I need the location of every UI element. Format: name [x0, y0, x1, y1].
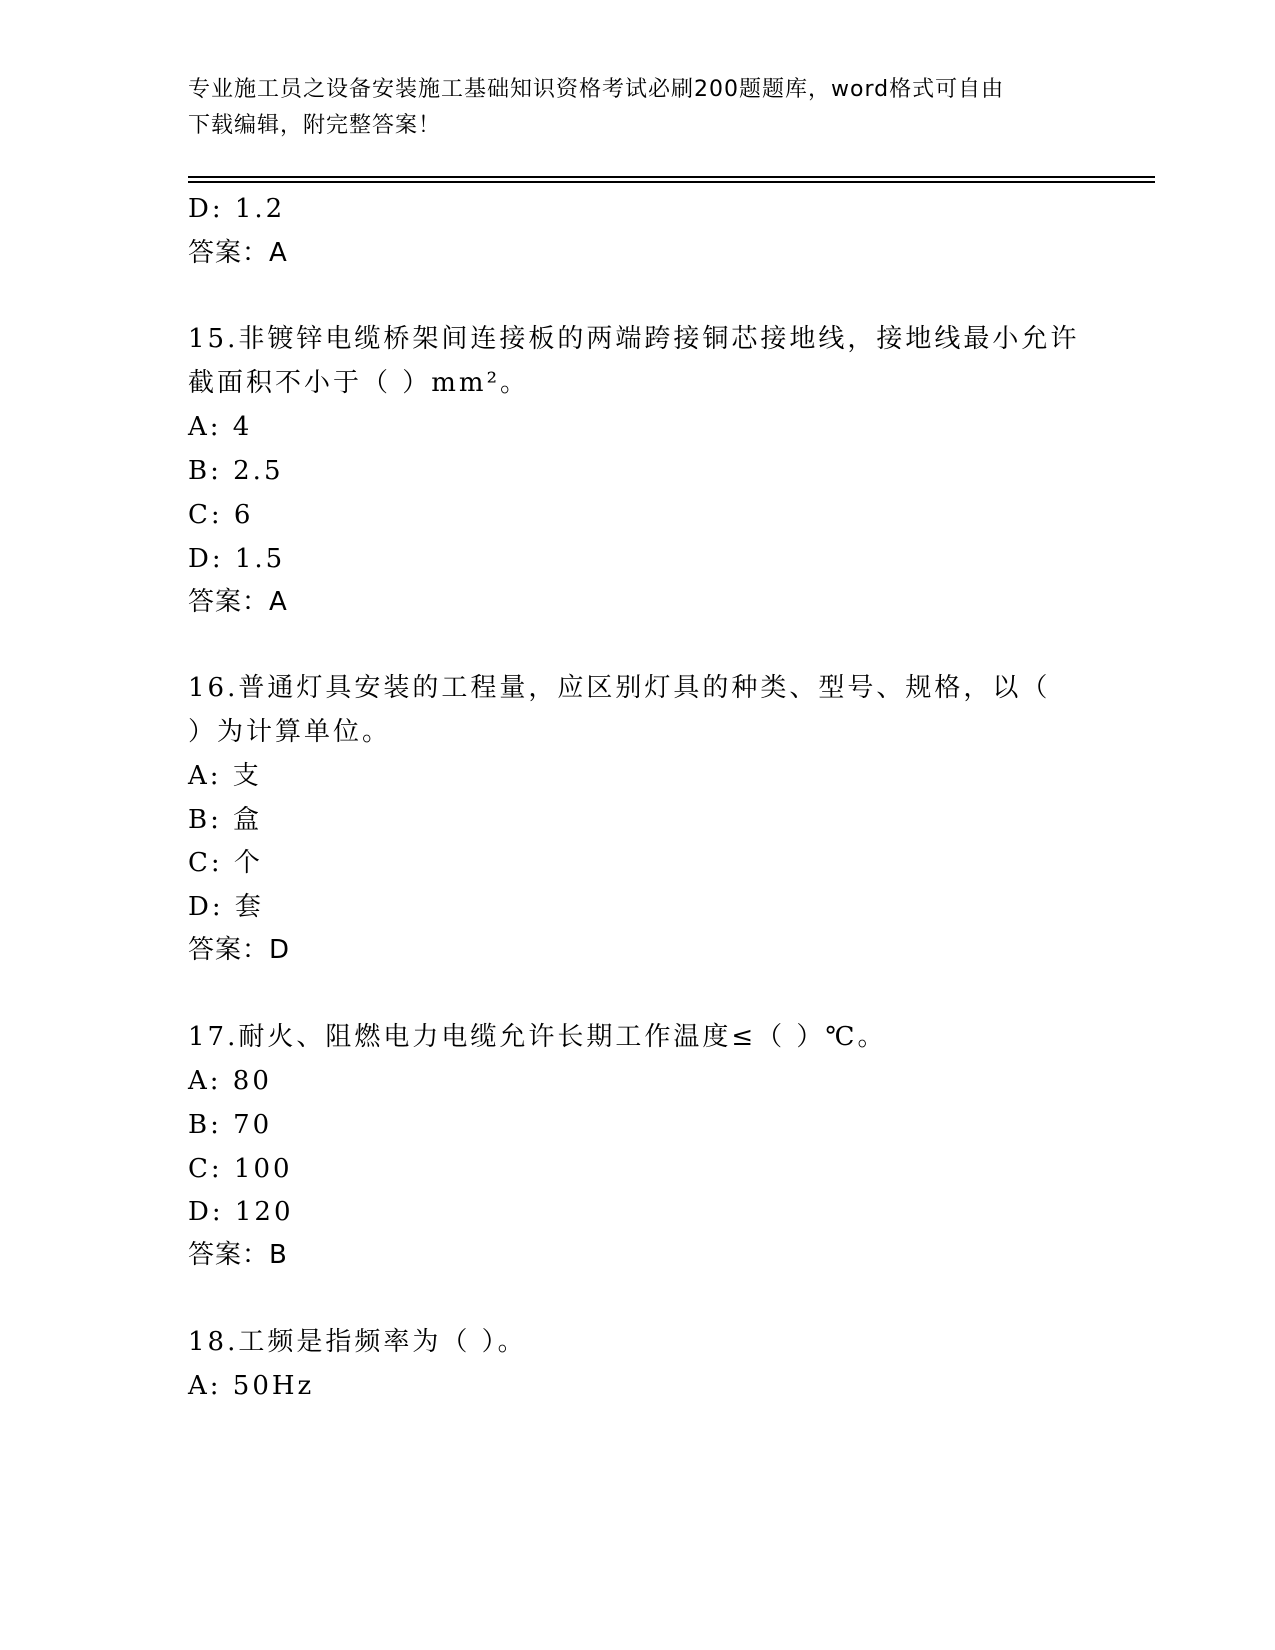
question-18-option-a: A: 50Hz: [188, 1371, 315, 1401]
question-15-answer: 答案：A: [188, 587, 288, 617]
question-17-option-b: B: 70: [188, 1110, 273, 1140]
question-15-option-b: B: 2.5: [188, 456, 284, 486]
question-17-option-c: C: 100: [188, 1154, 293, 1184]
question-16-option-b: B: 盒: [188, 805, 263, 835]
question-15-option-a: A: 4: [188, 412, 253, 442]
question-17-stem-line-1: 17.耐火、阻燃电力电缆允许长期工作温度≤（ ）℃。: [188, 1022, 887, 1052]
header-line-1: 专业施工员之设备安装施工基础知识资格考试必刷200题题库，word格式可自由: [188, 77, 1005, 102]
question-16-option-c: C: 个: [188, 848, 263, 878]
question-15-option-c: C: 6: [188, 500, 254, 530]
answer-line: 答案：A: [188, 238, 288, 268]
question-16-answer: 答案：D: [188, 935, 291, 965]
question-18-stem-line-1: 18.工频是指频率为（ ）。: [188, 1327, 527, 1357]
document-header: [188, 72, 1088, 144]
question-15-stem-line-1: 15.非镀锌电缆桥架间连接板的两端跨接铜芯接地线，接地线最小允许: [188, 324, 1080, 354]
question-15-option-d: D: 1.5: [188, 544, 286, 574]
question-16-stem-line-1: 16.普通灯具安装的工程量，应区别灯具的种类、型号、规格，以（: [188, 673, 1051, 703]
header-line-2: 下载编辑，附完整答案！: [188, 113, 442, 138]
option-d: D: 1.2: [188, 194, 286, 224]
question-16-option-d: D: 套: [188, 892, 264, 922]
question-16-stem-line-2: ）为计算单位。: [188, 717, 392, 747]
header-divider-top: [188, 176, 1155, 178]
question-17-option-d: D: 120: [188, 1197, 294, 1227]
question-17-option-a: A: 80: [188, 1066, 272, 1096]
question-16-option-a: A: 支: [188, 761, 262, 791]
question-17-answer: 答案：B: [188, 1240, 288, 1270]
header-divider-bottom: [188, 181, 1155, 183]
question-15-stem-line-2: 截面积不小于（ ）mm²。: [188, 368, 529, 398]
